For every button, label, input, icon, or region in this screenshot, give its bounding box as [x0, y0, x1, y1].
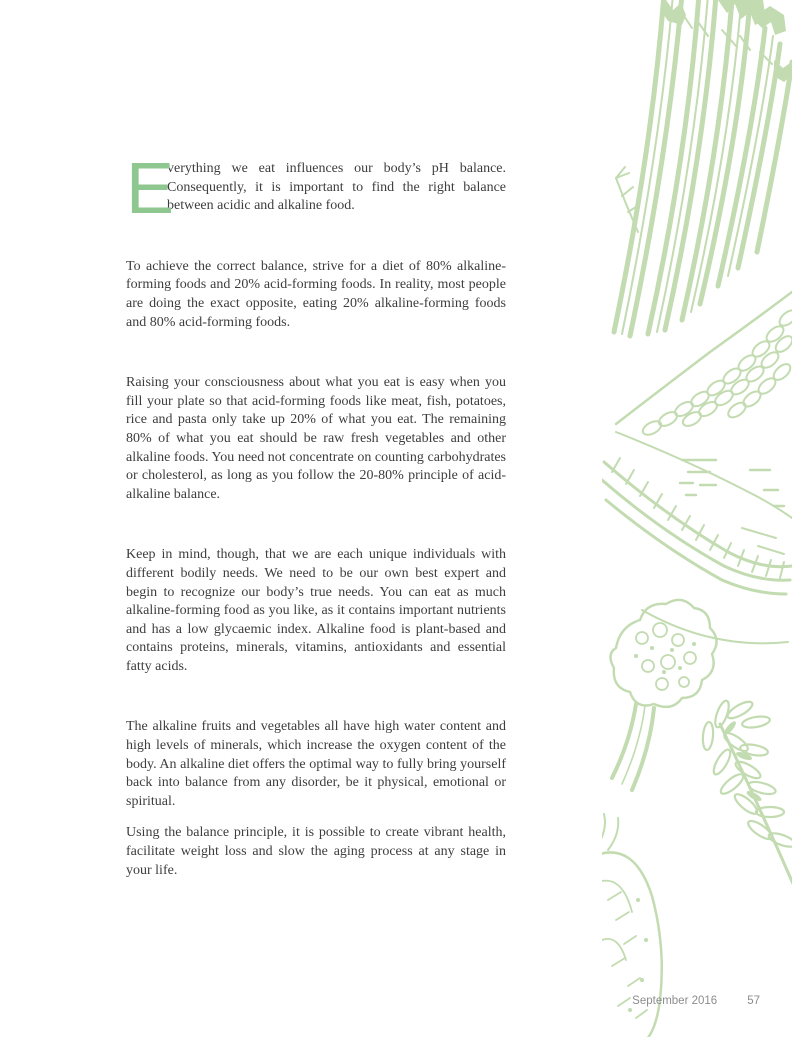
broccoli-icon	[610, 600, 716, 790]
lead-paragraph-text: verything we eat influences our body’s pH balance. Consequently, it is important to find the right balance between acidic and alkaline food.	[167, 161, 506, 214]
page-number: 57	[747, 995, 760, 1007]
paragraph: Keep in mind, though, that we are each unique individuals with different bodily needs. We need to be our own best expert and begin to recognize our body’s true needs. You can eat as much alkaline-forming food as you like, as it contains important nutrients and has a low glycaemic index. Alkaline food is plant-based and contains proteins, minerals, vitamins, antioxidants and essential fatty acids.	[126, 547, 506, 674]
corn-cob-icon	[602, 292, 792, 643]
paragraph: Raising your consciousness about what you eat is easy when you fill your plate so that acid-forming foods like meat, fish, potatoes, rice and pasta only take up 20% of what you eat. The remaining 80% of what you eat should be raw fresh vegetables and other alkaline foods. You need not concentrate on counting carbohydrates or cholesterol, as long as you follow the 20-80% principle of acid-alkaline balance.	[126, 375, 506, 502]
lead-paragraph	[126, 149, 506, 229]
celery-bunch-icon	[614, 0, 792, 336]
paragraph: Using the balance principle, it is possible to create vibrant health, facilitate weight loss and slow the aging process at any stage in your life.	[126, 825, 506, 878]
paragraph: The alkaline fruits and vegetables all have high water content and high levels of minerals, which increase the oxygen content of the body. An alkaline diet offers the optimal way to fully bring yourself back into balance from any disorder, be it physical, emotional or spiritual.	[126, 719, 506, 809]
drop-cap-letter: E	[126, 149, 173, 229]
vegetable-sketch-svg	[602, 0, 792, 1037]
vegetable-illustration	[602, 0, 792, 1037]
issue-date: September 2016	[632, 995, 718, 1007]
article-body	[126, 149, 506, 880]
rosemary-sprig-icon	[702, 699, 792, 886]
paragraph: To achieve the correct balance, strive for a diet of 80% alkaline-forming foods and 20% acid-forming foods. In reality, most people are doing the exact opposite, eating 20% alkaline-forming foods and 80% acid-forming foods.	[126, 258, 506, 330]
page-footer	[0, 995, 760, 1007]
